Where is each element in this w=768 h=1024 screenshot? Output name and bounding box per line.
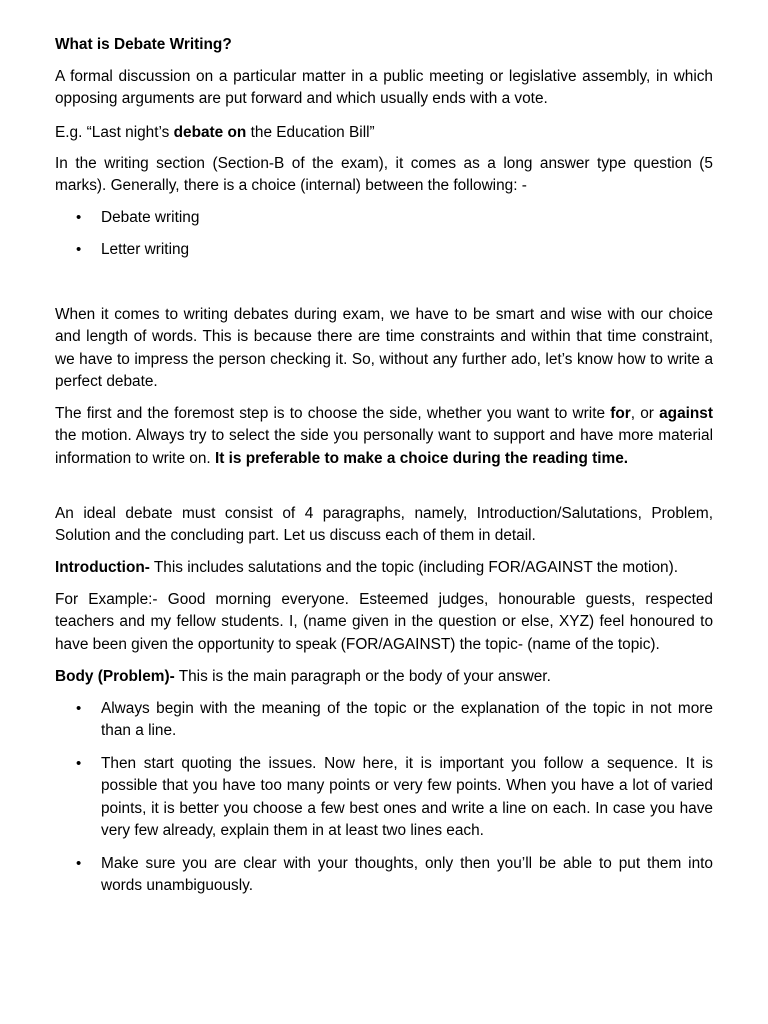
choose-side-paragraph: The first and the foremost step is to choose the side, whether you want to write for, or against the motion. Always try to select the side you personally want to support and have more material information to write on. It is preferable to make a choice during the reading time. [55,405,713,467]
body-problem-paragraph: Body (Problem)- This is the main paragraph or the body of your answer. [55,668,551,685]
body-point-item: Always begin with the meaning of the topic or the explanation of the topic in not more than a line. [101,700,713,740]
section-info-paragraph: In the writing section (Section-B of the exam), it comes as a long answer type question (5 marks). Generally, there is a choice (internal) between the following: - [55,155,713,195]
example-line: E.g. “Last night’s debate on the Education Bill” [55,124,375,141]
bullet-icon: • [76,241,82,258]
body-point-item: Then start quoting the issues. Now here, it is important you follow a sequence. It is possible that you have too many points or very few points. When you have a lot of varied points, it is better you choose a few best ones and write a line on each. In case you have very few already, explain them in at least two lines each. [101,755,713,840]
bullet-icon: • [76,855,82,872]
structure-paragraph: An ideal debate must consist of 4 paragraphs, namely, Introduction/Salutations, Problem, Solution and the concluding part. Let us discuss each of them in detail. [55,505,713,545]
smart-writing-paragraph: When it comes to writing debates during exam, we have to be smart and wise with our choice and length of words. This is because there are time constraints and within that time constraint, we have to impress the person checking it. So, without any further ado, let’s know how to write a perfect debate. [55,306,713,391]
choice-item: Debate writing [101,209,200,226]
page-title: What is Debate Writing? [55,36,232,53]
bullet-icon: • [76,755,82,772]
introduction-paragraph: Introduction- This includes salutations and the topic (including FOR/AGAINST the motion). [55,559,678,576]
bullet-icon: • [76,209,82,226]
definition-paragraph: A formal discussion on a particular matter in a public meeting or legislative assembly, in which opposing arguments are put forward and which usually ends with a vote. [55,68,713,108]
bullet-icon: • [76,700,82,717]
for-example-paragraph: For Example:- Good morning everyone. Esteemed judges, honourable guests, respected teachers and my fellow students. I, (name given in the question or else, XYZ) feel honoured to have been given the opportunity to speak (FOR/AGAINST) the topic- (name of the topic). [55,591,713,653]
body-point-item: Make sure you are clear with your thoughts, only then you’ll be able to put them into words unambiguously. [101,855,713,895]
choice-item: Letter writing [101,241,190,258]
